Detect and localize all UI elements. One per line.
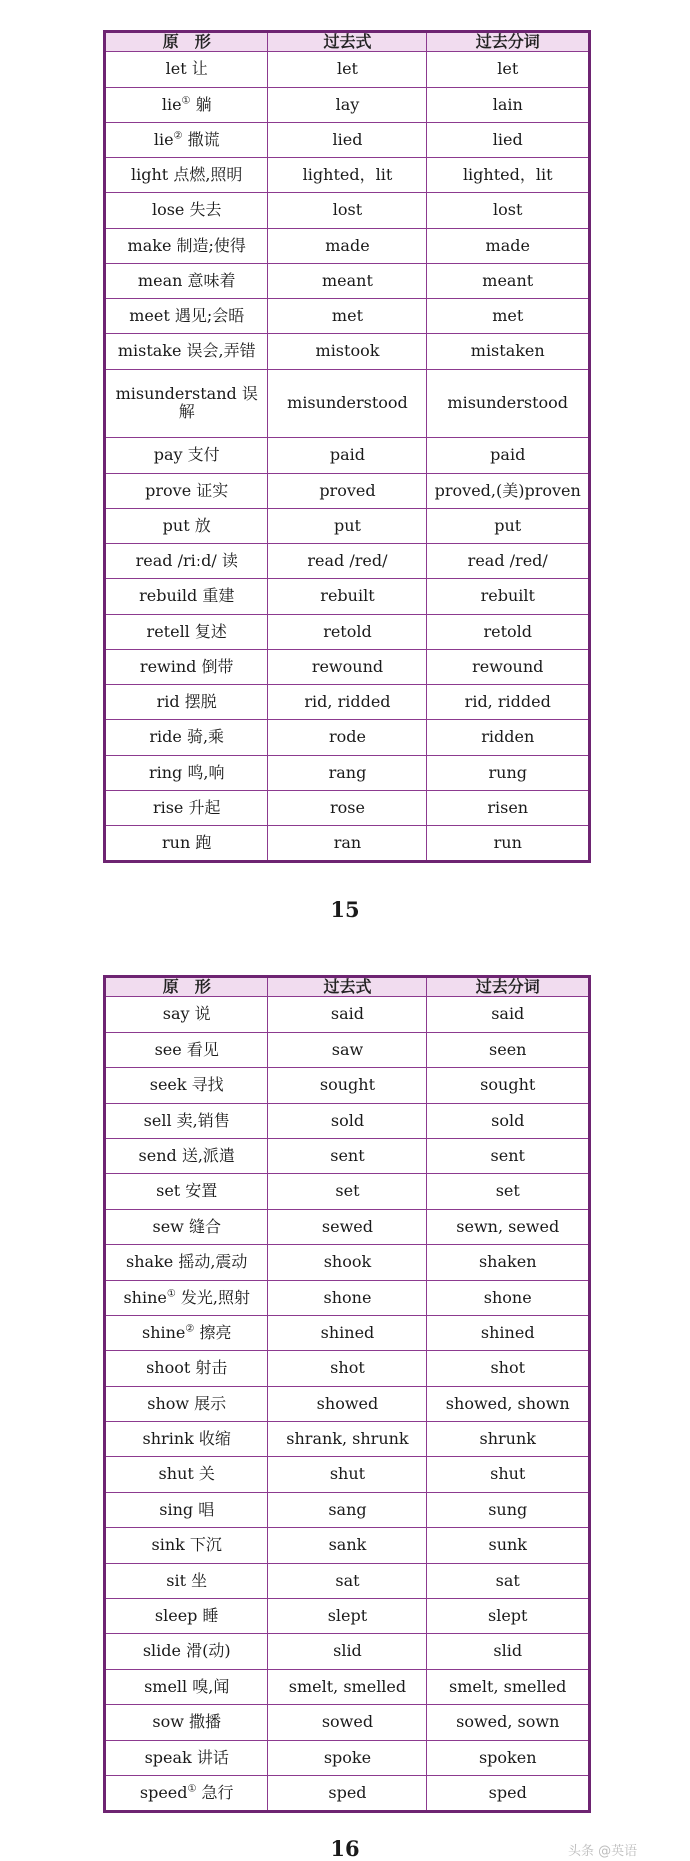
table-row	[106, 508, 588, 543]
past-participle-cell: put	[427, 508, 588, 543]
base-form-cell: speak 讲话	[106, 1740, 268, 1775]
table-row	[106, 1740, 588, 1775]
base-form-cell: shake 摇动,震动	[106, 1245, 268, 1280]
table-row	[106, 158, 588, 193]
base-form-cell: sing 唱	[106, 1492, 268, 1527]
irregular-verb-table	[106, 33, 588, 860]
base-form-cell: shoot 射击	[106, 1351, 268, 1386]
header-past-participle: 过去分词	[427, 978, 588, 997]
base-form-cell: shrink 收缩	[106, 1422, 268, 1457]
base-form-cell: send 送,派遣	[106, 1138, 268, 1173]
table-row	[106, 1599, 588, 1634]
past-participle-cell: read /red/	[427, 544, 588, 579]
irregular-verb-table	[106, 978, 588, 1810]
past-tense-cell: shrank, shrunk	[268, 1422, 427, 1457]
table-body	[106, 997, 588, 1810]
base-form-cell: speed① 急行	[106, 1775, 268, 1810]
past-participle-cell: retold	[427, 614, 588, 649]
table-row	[106, 369, 588, 438]
table-row	[106, 1174, 588, 1209]
table-row	[106, 579, 588, 614]
past-tense-cell: sat	[268, 1563, 427, 1598]
past-participle-cell: sat	[427, 1563, 588, 1598]
table-row	[106, 720, 588, 755]
past-participle-cell: set	[427, 1174, 588, 1209]
past-tense-cell: lighted，lit	[268, 158, 427, 193]
past-tense-cell: saw	[268, 1032, 427, 1067]
base-form-cell: rebuild 重建	[106, 579, 268, 614]
base-form-cell: lie① 躺	[106, 87, 268, 122]
base-form-cell: slide 滑(动)	[106, 1634, 268, 1669]
past-participle-cell: sung	[427, 1492, 588, 1527]
past-tense-cell: showed	[268, 1386, 427, 1421]
past-tense-cell: slid	[268, 1634, 427, 1669]
base-form-cell: rewind 倒带	[106, 649, 268, 684]
table-row	[106, 1457, 588, 1492]
header-past-tense: 过去式	[268, 33, 427, 52]
past-participle-cell: shone	[427, 1280, 588, 1315]
past-tense-cell: sold	[268, 1103, 427, 1138]
base-form-cell: rise 升起	[106, 790, 268, 825]
past-participle-cell: seen	[427, 1032, 588, 1067]
past-participle-cell: spoken	[427, 1740, 588, 1775]
past-tense-cell: rose	[268, 790, 427, 825]
base-form-cell: retell 复述	[106, 614, 268, 649]
base-form-cell: sew 缝合	[106, 1209, 268, 1244]
past-participle-cell: lain	[427, 87, 588, 122]
past-participle-cell: lighted，lit	[427, 158, 588, 193]
past-tense-cell: met	[268, 299, 427, 334]
header-past-tense: 过去式	[268, 978, 427, 997]
base-form-cell: set 安置	[106, 1174, 268, 1209]
past-tense-cell: sewed	[268, 1209, 427, 1244]
past-tense-cell: set	[268, 1174, 427, 1209]
past-tense-cell: rid, ridded	[268, 685, 427, 720]
table-row	[106, 1315, 588, 1350]
table-row	[106, 193, 588, 228]
past-participle-cell: lied	[427, 122, 588, 157]
past-participle-cell: let	[427, 52, 588, 87]
base-form-cell: shut 关	[106, 1457, 268, 1492]
verb-table-page-16	[103, 975, 591, 1813]
header-base-form: 原 形	[106, 33, 268, 52]
base-form-cell: ring 鸣,响	[106, 755, 268, 790]
past-tense-cell: sent	[268, 1138, 427, 1173]
past-tense-cell: put	[268, 508, 427, 543]
verb-table-page-15	[103, 30, 591, 863]
past-tense-cell: shut	[268, 1457, 427, 1492]
past-tense-cell: smelt, smelled	[268, 1669, 427, 1704]
past-participle-cell: smelt, smelled	[427, 1669, 588, 1704]
past-participle-cell: slept	[427, 1599, 588, 1634]
past-tense-cell: shone	[268, 1280, 427, 1315]
past-tense-cell: lay	[268, 87, 427, 122]
past-tense-cell: retold	[268, 614, 427, 649]
past-tense-cell: sought	[268, 1068, 427, 1103]
table-row	[106, 87, 588, 122]
table-row	[106, 1209, 588, 1244]
table-row	[106, 997, 588, 1032]
past-tense-cell: mistook	[268, 334, 427, 369]
base-form-cell: say 说	[106, 997, 268, 1032]
table-row	[106, 1245, 588, 1280]
table-row	[106, 299, 588, 334]
past-participle-cell: shaken	[427, 1245, 588, 1280]
past-participle-cell: misunderstood	[427, 369, 588, 438]
past-tense-cell: rang	[268, 755, 427, 790]
base-form-cell: ride 骑,乘	[106, 720, 268, 755]
base-form-cell: misunderstand 误解	[106, 369, 268, 438]
past-tense-cell: proved	[268, 473, 427, 508]
header-base-form: 原 形	[106, 978, 268, 997]
table-row	[106, 1634, 588, 1669]
table-row	[106, 263, 588, 298]
table-row	[106, 1138, 588, 1173]
table-row	[106, 122, 588, 157]
table-row	[106, 1068, 588, 1103]
table-row	[106, 1351, 588, 1386]
past-participle-cell: made	[427, 228, 588, 263]
table-row	[106, 1563, 588, 1598]
base-form-cell: make 制造;使得	[106, 228, 268, 263]
past-participle-cell: risen	[427, 790, 588, 825]
base-form-cell: run 跑	[106, 826, 268, 860]
table-row	[106, 649, 588, 684]
table-row	[106, 1669, 588, 1704]
base-form-cell: see 看见	[106, 1032, 268, 1067]
table-row	[106, 438, 588, 473]
table-header-row	[106, 33, 588, 52]
past-participle-cell: sold	[427, 1103, 588, 1138]
past-participle-cell: slid	[427, 1634, 588, 1669]
past-participle-cell: sped	[427, 1775, 588, 1810]
page-number: 16	[330, 1836, 360, 1861]
table-row	[106, 614, 588, 649]
page-number: 15	[330, 897, 360, 922]
past-tense-cell: said	[268, 997, 427, 1032]
past-participle-cell: rid, ridded	[427, 685, 588, 720]
table-row	[106, 826, 588, 860]
past-tense-cell: sang	[268, 1492, 427, 1527]
past-tense-cell: shined	[268, 1315, 427, 1350]
base-form-cell: pay 支付	[106, 438, 268, 473]
past-tense-cell: spoke	[268, 1740, 427, 1775]
table-row	[106, 1280, 588, 1315]
table-row	[106, 1032, 588, 1067]
table-row	[106, 1492, 588, 1527]
base-form-cell: sit 坐	[106, 1563, 268, 1598]
base-form-cell: rid 摆脱	[106, 685, 268, 720]
past-participle-cell: rebuilt	[427, 579, 588, 614]
base-form-cell: sink 下沉	[106, 1528, 268, 1563]
past-tense-cell: sped	[268, 1775, 427, 1810]
table-header-row	[106, 978, 588, 997]
past-participle-cell: met	[427, 299, 588, 334]
table-row	[106, 52, 588, 87]
base-form-cell: prove 证实	[106, 473, 268, 508]
table-row	[106, 334, 588, 369]
past-tense-cell: ran	[268, 826, 427, 860]
past-participle-cell: mistaken	[427, 334, 588, 369]
past-tense-cell: rebuilt	[268, 579, 427, 614]
past-tense-cell: misunderstood	[268, 369, 427, 438]
past-participle-cell: proved,(美)proven	[427, 473, 588, 508]
watermark: 头条 @英语	[568, 1844, 638, 1859]
base-form-cell: sell 卖,销售	[106, 1103, 268, 1138]
past-participle-cell: lost	[427, 193, 588, 228]
past-participle-cell: run	[427, 826, 588, 860]
table-row	[106, 473, 588, 508]
base-form-cell: lie② 撒谎	[106, 122, 268, 157]
table-row	[106, 1705, 588, 1740]
base-form-cell: light 点燃,照明	[106, 158, 268, 193]
base-form-cell: let 让	[106, 52, 268, 87]
table-row	[106, 685, 588, 720]
table-row	[106, 1422, 588, 1457]
base-form-cell: lose 失去	[106, 193, 268, 228]
past-participle-cell: shined	[427, 1315, 588, 1350]
base-form-cell: seek 寻找	[106, 1068, 268, 1103]
past-participle-cell: meant	[427, 263, 588, 298]
base-form-cell: sleep 睡	[106, 1599, 268, 1634]
past-participle-cell: paid	[427, 438, 588, 473]
base-form-cell: meet 遇见;会晤	[106, 299, 268, 334]
past-tense-cell: sank	[268, 1528, 427, 1563]
past-tense-cell: paid	[268, 438, 427, 473]
past-tense-cell: shot	[268, 1351, 427, 1386]
past-participle-cell: sewn, sewed	[427, 1209, 588, 1244]
past-participle-cell: sowed, sown	[427, 1705, 588, 1740]
past-participle-cell: sunk	[427, 1528, 588, 1563]
past-tense-cell: lost	[268, 193, 427, 228]
table-row	[106, 1103, 588, 1138]
past-participle-cell: rung	[427, 755, 588, 790]
base-form-cell: mistake 误会,弄错	[106, 334, 268, 369]
base-form-cell: put 放	[106, 508, 268, 543]
past-participle-cell: showed, shown	[427, 1386, 588, 1421]
past-participle-cell: ridden	[427, 720, 588, 755]
past-tense-cell: lied	[268, 122, 427, 157]
base-form-cell: smell 嗅,闻	[106, 1669, 268, 1704]
past-tense-cell: slept	[268, 1599, 427, 1634]
past-tense-cell: rode	[268, 720, 427, 755]
table-row	[106, 1528, 588, 1563]
table-row	[106, 1775, 588, 1810]
past-participle-cell: sent	[427, 1138, 588, 1173]
past-participle-cell: sought	[427, 1068, 588, 1103]
past-tense-cell: meant	[268, 263, 427, 298]
past-tense-cell: shook	[268, 1245, 427, 1280]
table-row	[106, 228, 588, 263]
past-tense-cell: read /red/	[268, 544, 427, 579]
table-row	[106, 755, 588, 790]
table-row	[106, 790, 588, 825]
past-participle-cell: shot	[427, 1351, 588, 1386]
base-form-cell: mean 意味着	[106, 263, 268, 298]
past-tense-cell: made	[268, 228, 427, 263]
past-participle-cell: shrunk	[427, 1422, 588, 1457]
past-participle-cell: said	[427, 997, 588, 1032]
base-form-cell: sow 撒播	[106, 1705, 268, 1740]
base-form-cell: read /riːd/ 读	[106, 544, 268, 579]
past-tense-cell: let	[268, 52, 427, 87]
past-tense-cell: sowed	[268, 1705, 427, 1740]
past-participle-cell: shut	[427, 1457, 588, 1492]
table-body	[106, 52, 588, 860]
table-row	[106, 1386, 588, 1421]
table-row	[106, 544, 588, 579]
header-past-participle: 过去分词	[427, 33, 588, 52]
base-form-cell: shine① 发光,照射	[106, 1280, 268, 1315]
past-tense-cell: rewound	[268, 649, 427, 684]
past-participle-cell: rewound	[427, 649, 588, 684]
base-form-cell: show 展示	[106, 1386, 268, 1421]
base-form-cell: shine② 擦亮	[106, 1315, 268, 1350]
